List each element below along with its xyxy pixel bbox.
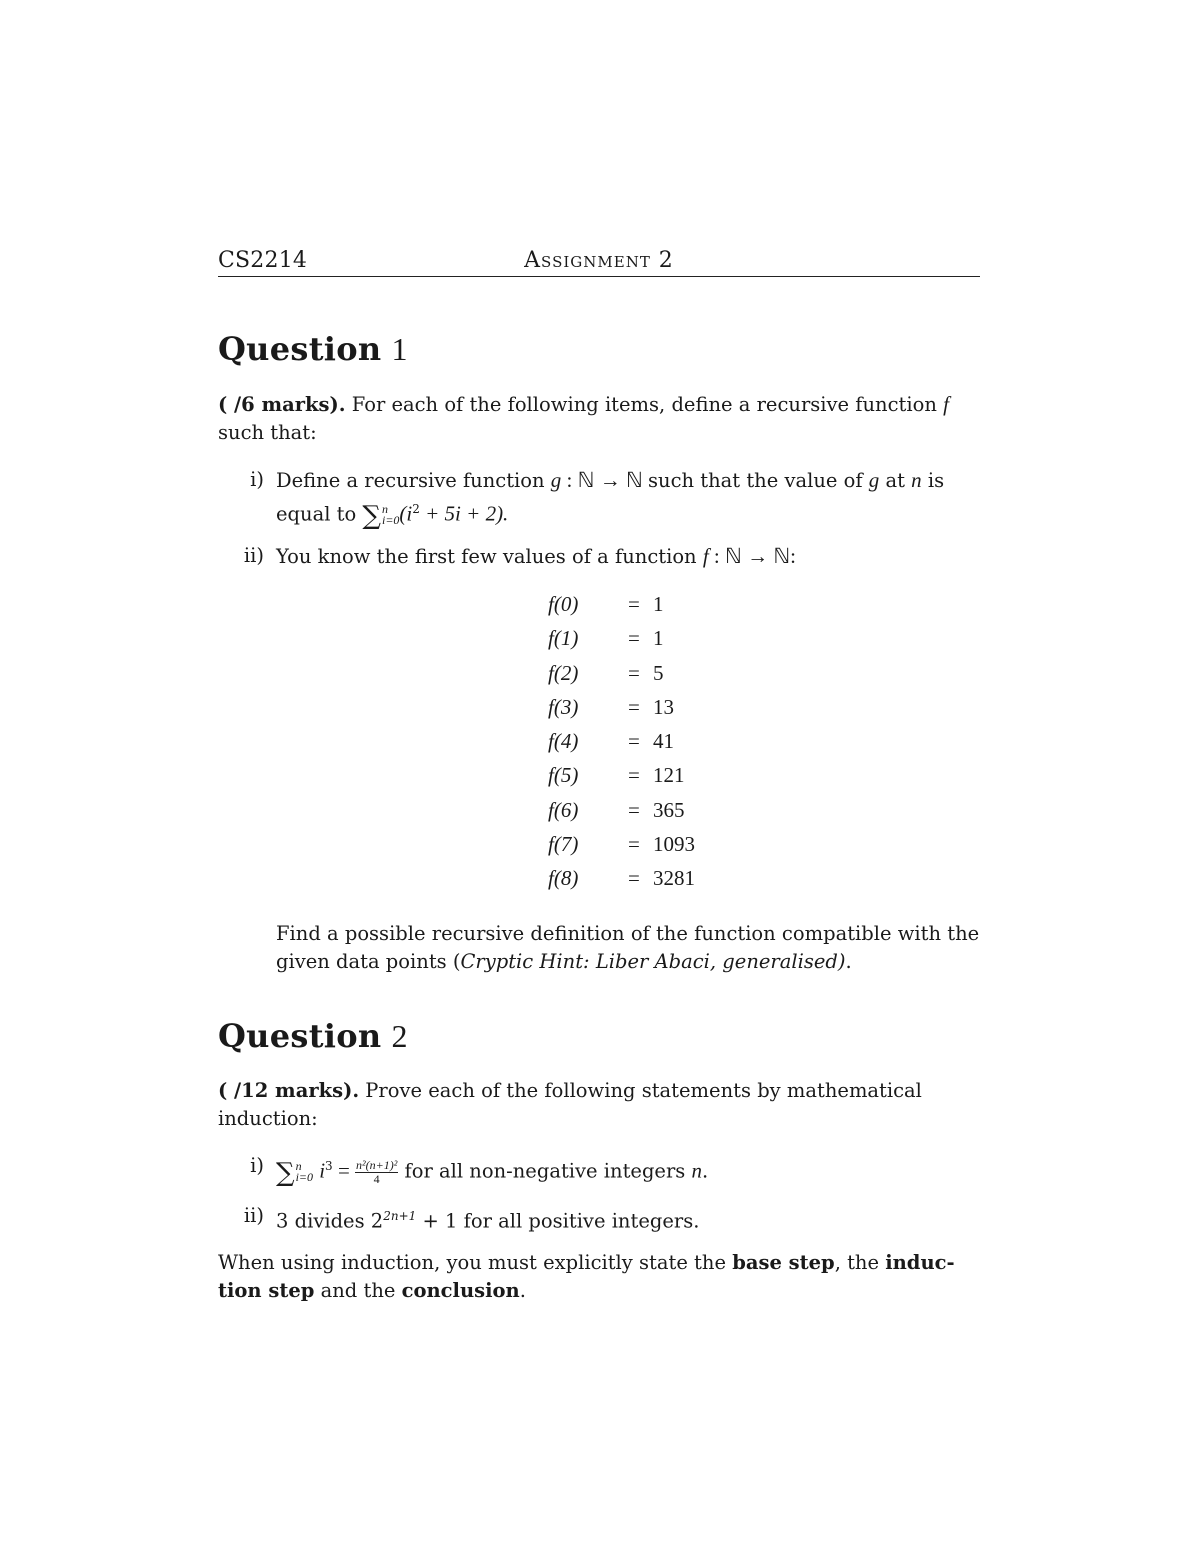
function-value-lhs: f(0) [548,592,579,616]
page-header [218,246,980,277]
equals-sign: = [628,763,640,788]
item-label: ii) [243,1204,264,1227]
conclusion-term: conclusion [401,1279,520,1302]
item-i-text-b: such that the value of [648,469,869,492]
item-ii-text: 3 divides 2 [276,1209,384,1233]
fraction-denominator: 4 [373,1171,380,1186]
item-i-text-is: is [921,469,945,492]
question-1-intro-text-2: such that: [218,421,317,444]
function-signature: : ℕ → ℕ [561,468,649,492]
function-value-rhs: 5 [653,660,664,685]
function-value-lhs: f(3) [548,694,579,719]
function-f-symbol: f [943,392,949,416]
sum-expression-b: + 5i + 2). [419,501,509,526]
item-i-text: Define a recursive function [276,469,551,492]
sum-term: i [319,1158,326,1183]
equals-sign: = [628,626,640,651]
question-1-item-ii [243,542,980,571]
function-value-lhs: f(5) [548,763,579,788]
closing-paragraph [218,1249,980,1305]
question-1-marks: ( /6 marks). [218,393,346,416]
equals-sign: = [628,866,640,891]
item-ii-text-b: + 1 for all positive integers. [416,1209,700,1233]
sum-expression: (i [399,501,413,526]
exponent-3: 3 [325,1159,333,1173]
exponent-2: 2 [412,502,420,516]
question-1-heading [218,330,408,368]
item-text: for all non-negative integers [398,1159,692,1183]
variable-n: n [911,468,922,492]
equals-sign: = [628,797,640,822]
question-2-label: Question [218,1017,382,1055]
question-2-marks: ( /12 marks). [218,1079,360,1102]
question-2-intro-text-2: induction: [218,1107,318,1130]
sum-lower: i=0 [295,1170,313,1184]
function-g-symbol-2: g [868,468,880,492]
exponent: 2n+1 [383,1209,417,1223]
function-value-lhs: f(7) [548,832,579,857]
sum-lower: i=0 [381,513,400,527]
function-value-rhs: 1093 [653,832,695,857]
function-f-symbol: f [702,544,709,568]
sum-upper: n [295,1159,302,1173]
function-value-rhs: 1 [653,626,664,651]
function-value-rhs: 121 [653,763,685,788]
question-1-label: Question [218,330,382,368]
item-ii-text: You know the first few values of a function [276,545,703,568]
sum-upper: n [381,502,388,516]
closing-text-c: and the [314,1279,402,1302]
question-2-number: 2 [391,1018,408,1054]
closing-text-end: . [519,1279,526,1302]
question-1-intro-text: For each of the following items, define a recursive function [345,393,944,416]
function-value-lhs: f(6) [548,797,579,822]
item-label: i) [250,468,264,491]
question-2-intro [218,1077,980,1133]
function-value-lhs: f(8) [548,866,579,891]
question-2-intro-text: Prove each of the following statements by mathematical [359,1079,922,1102]
question-2-heading [218,1017,408,1055]
equals-sign: = [628,592,640,616]
induction-step-term-part2: tion step [218,1279,315,1302]
base-step-term: base step [732,1251,835,1274]
equals-sign: = [628,660,640,685]
item-label: i) [250,1154,264,1177]
equals-sign: = [628,729,640,754]
find-text-2: given data points ( [276,950,461,973]
variable-n: n [691,1158,703,1183]
question-1-find-paragraph [276,920,980,976]
equals-sign: = [628,694,640,719]
function-value-rhs: 3281 [653,866,695,891]
fraction [355,1159,398,1186]
item-i-text-at: at [879,469,912,492]
cryptic-hint: Cryptic Hint: Liber Abaci, generalised) [460,950,846,973]
closing-text: When using induction, you must explicitly state the [218,1251,733,1274]
question-2-item-ii [243,1202,980,1236]
find-text-1: Find a possible recursive definition of the function compatible with the [276,922,980,945]
item-text-end: . [702,1159,709,1183]
function-value-rhs: 365 [653,797,685,822]
equals-sign: = [628,832,640,857]
question-2-item-i: i) ∑ n i=0 $i^3$ = $\frac{\text{n²(n+1)²}}{4}$ for all non-negative integers n. [276,1152,980,1186]
fraction-numerator: n²(n+1)² [356,1157,398,1172]
item-i-text-2: equal to [276,502,363,526]
question-1-item-i [250,466,980,531]
function-value-lhs: f(1) [548,626,579,651]
function-value-rhs: 1 [653,592,664,616]
question-1-number: 1 [391,331,408,367]
question-1-intro [218,390,980,447]
sum-limits [382,504,399,526]
induction-step-term-part1: induc- [885,1251,955,1274]
function-value-lhs: f(4) [548,729,579,754]
closing-text-b: , the [834,1251,886,1274]
function-value-rhs: 41 [653,729,674,754]
find-text-end: . [845,950,852,973]
sum-limits [296,1161,313,1183]
course-code: CS2214 [218,248,308,273]
assignment-title: Assignment 2 [524,248,674,273]
function-value-rhs: 13 [653,694,674,719]
function-signature: : ℕ → ℕ: [708,544,796,568]
sum-symbol: ∑ [276,1157,295,1188]
document-page [218,0,980,1553]
sum-symbol: ∑ [362,500,381,531]
item-label: ii) [243,544,264,567]
function-g-symbol: g [550,468,562,492]
function-value-lhs: f(2) [548,660,579,685]
